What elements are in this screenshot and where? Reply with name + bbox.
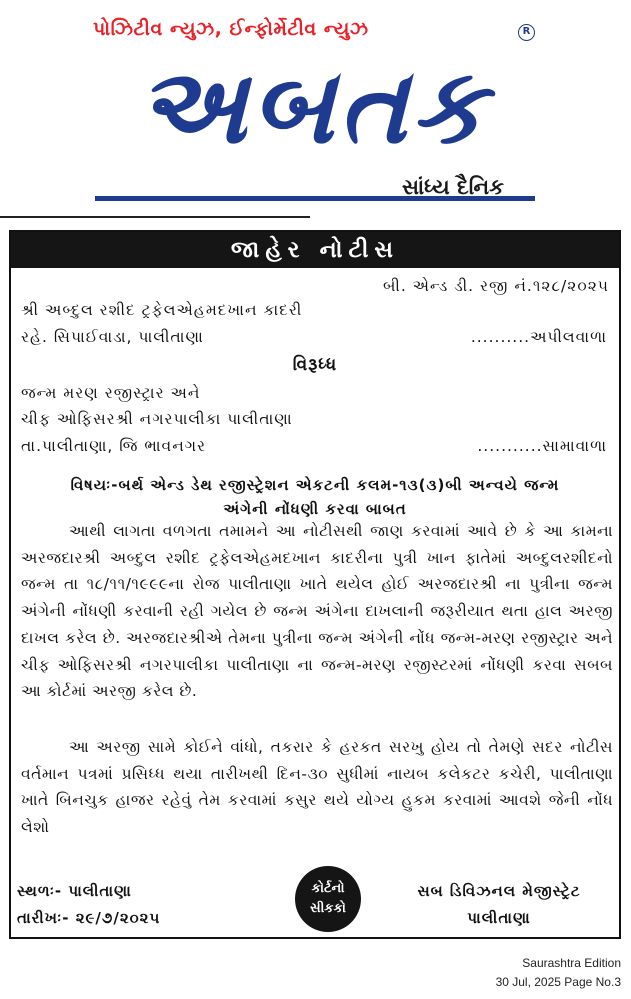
masthead	[0, 0, 631, 215]
signatory-place: પાલીતાણા	[467, 909, 531, 927]
page-date-label: 30 Jul, 2025 Page No.3	[495, 975, 621, 989]
date-label: તારીખઃ- ૨૯/૭/૨૦૨૫	[17, 909, 161, 927]
logo-text: અબતક	[137, 45, 489, 167]
subject-line-1: વિષયઃ-બર્થ એન્ડ ડેથ રજીસ્ટ્રેશન એકટની કલમ-૧૩(૩)બી અન્વયે જન્મ	[70, 476, 560, 494]
newspaper-logo[interactable]	[88, 42, 538, 170]
tagline: પોઝિટીવ ન્યુઝ, ઈન્ફોર્મેટીવ ન્યુઝ	[93, 18, 369, 40]
subject-line-2: અંગેની નોંધણી કરવા બાબત	[223, 500, 407, 518]
registration-number: બી. એન્ડ ડી. રજી નં.૧૨૮/૨૦૨૫	[382, 277, 609, 295]
respondent-line-1: જન્મ મરણ રજીસ્ટ્રાર અને	[21, 384, 201, 402]
clipping-divider	[0, 216, 310, 218]
respondent-role: ...........સામાવાળા	[477, 437, 607, 455]
public-notice	[9, 230, 621, 939]
place-label: સ્થળઃ- પાલીતાણા	[17, 882, 132, 900]
respondent-line-2: ચીફ ઓફિસરશ્રી નગરપાલીકા પાલીતાણા	[21, 410, 293, 428]
seal-line-2: સીકકો	[310, 901, 346, 916]
court-seal	[295, 866, 361, 932]
registered-mark: R	[518, 24, 535, 41]
notice-paragraph-1: આથી લાગતા વળગતા તમામને આ નોટીસથી જાણ કરવામાં આવે છે કે આ કામના અરજદારશ્રી અબ્દુલ રશીદ ટ્રફેલએહમદખાન કાદરીના પુત્રી ખાન ફાતેમાં અબ્દુલરશીદનો જન્મ તા ૧૮/૧૧/૧૯૯૯ના રોજ પાલીતાણા ખાતે થયેલ હોઈ અરજદારશ્રી ના પુત્રીના જન્મ અંગેની નોંધણી કરવાની રહી ગયેલ છે જન્મ અંગેના દાખલાની જરૂરીયાત થતા હાલ અરજી દાખલ કરેલ છે. અરજદારશ્રીએ તેમના પુત્રીના જન્મ અંગેની નોંધ જન્મ-મરણ રજીસ્ટ્રાર અને ચીફ ઓફિસરશ્રી નગરપાલીકા પાલીતાણા ના જન્મ-મરણ રજીસ્ટરમાં નોંધણી કરવા સબબ આ કોર્ટમાં અરજી કરેલ છે.	[21, 522, 613, 701]
appellant-role: ..........અપીલવાળા	[470, 328, 607, 346]
edition-label: Saurashtra Edition	[522, 956, 621, 970]
notice-title: જાહેર નોટીસ	[11, 232, 619, 268]
versus-heading: વિરૂધ્ધ	[292, 355, 338, 375]
notice-paragraph-2: આ અરજી સામે કોઈને વાંધો, તકરાર કે હરકત સરખુ હોય તો તેમણે સદર નોટીસ વર્તમાન પત્રમાં પ્રસિધ્ધ થયા તારીખથી દિન-૩૦ સુધીમાં નાયબ કલેકટર કચેરી, પાલીતાણા ખાતે બિનચુક હાજર રહેવું તેમ કરવામાં કસુર થયે યોગ્ય હુકમ કરવામાં આવશે જેની નોંધ લેશો	[21, 738, 613, 837]
respondent-line-3: તા.પાલીતાણા, જિ ભાવનગર	[21, 437, 207, 455]
appellant-name: શ્રી અબ્દુલ રશીદ ટ્રફેલએહમદખાન કાદરી	[21, 301, 303, 319]
appellant-address: રહે. સિપાઈવાડા, પાલીતાણા	[21, 328, 204, 346]
signatory-title: સબ ડિવિઝનલ મેજીસ્ટ્રેટ	[417, 882, 581, 900]
edition-type: સાંધ્ય દૈનિક	[402, 175, 504, 199]
seal-line-1: કોર્ટનો	[311, 881, 345, 896]
